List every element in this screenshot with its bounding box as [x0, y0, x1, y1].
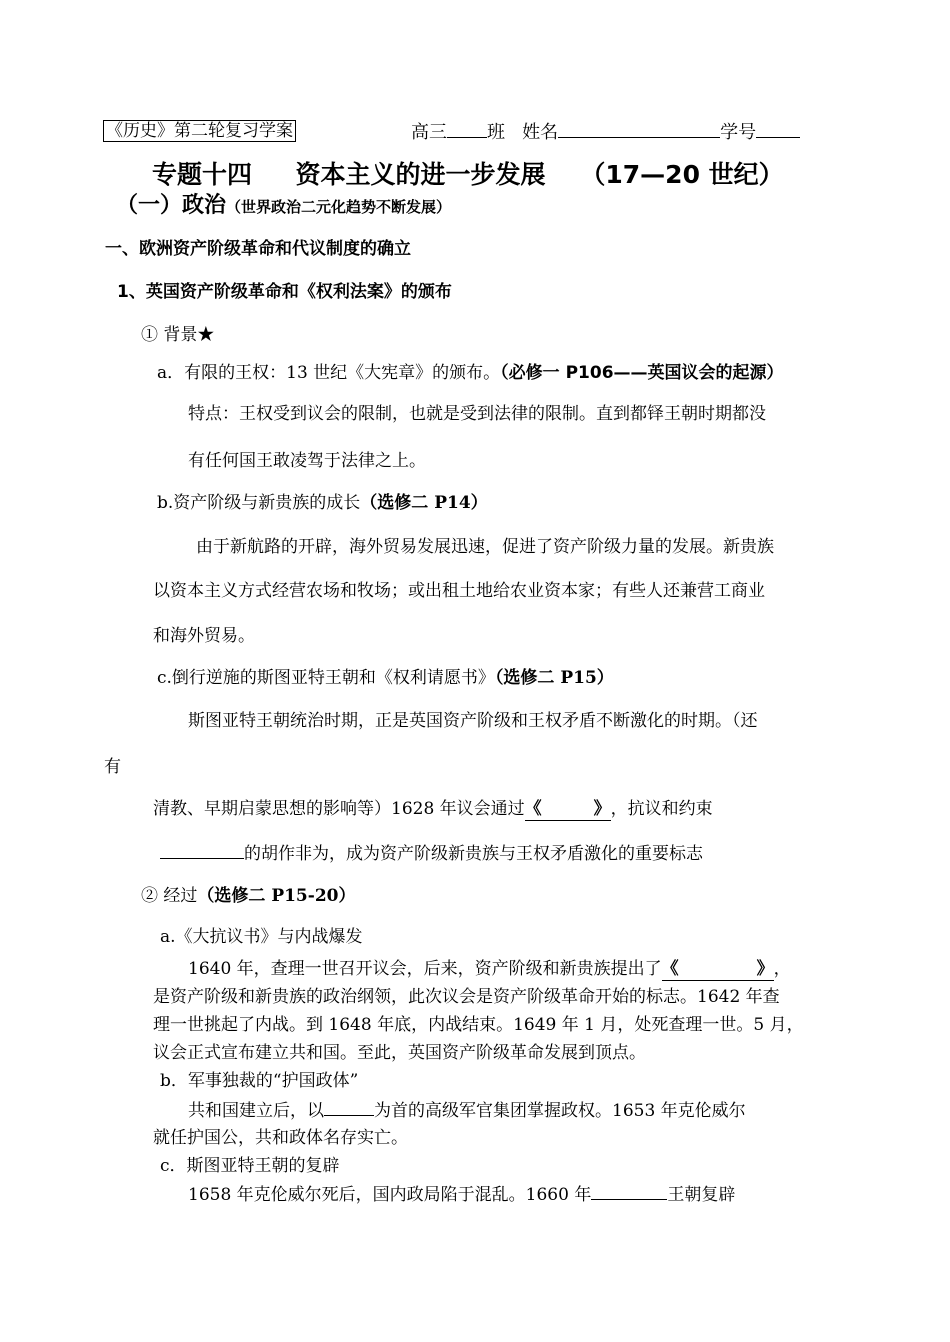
title-period: （17—20 世纪）: [580, 160, 784, 189]
king-blank[interactable]: [160, 842, 244, 859]
background-a-ref: （必修一 P106——英国议会的起源）: [500, 363, 784, 383]
background-c-p4-text: 的胡作非为，成为资产阶级新贵族与王权矛盾激化的重要标志: [244, 844, 703, 864]
process-heading: [141, 885, 355, 907]
process-c-p1: [188, 1183, 735, 1206]
background-c-p2: 有: [104, 757, 121, 777]
grade-label: 高三: [411, 122, 447, 143]
background-c-ref: （选修二 P15）: [494, 668, 614, 688]
background-b-ref: （选修二 P14）: [360, 493, 488, 513]
background-label: ① 背景★: [141, 325, 215, 345]
id-label: 学号: [720, 122, 757, 143]
process-b-title: b．军事独裁的“护国政体”: [160, 1071, 359, 1091]
section-note: （世界政治二元化趋势不断发展）: [226, 198, 452, 216]
process-label: ② 经过: [141, 886, 198, 906]
background-c-p3-a: 清教、早期启蒙思想的影响等）1628 年议会通过: [153, 799, 525, 819]
process-ref: （选修二 P15-20）: [197, 886, 356, 906]
process-b-p1-a: 共和国建立后，以: [188, 1101, 324, 1121]
page-title: [152, 160, 784, 190]
background-c-p3-b: ，抗议和约束: [610, 799, 713, 819]
background-a-feature-1: 特点：王权受到议会的限制，也就是受到法律的限制。直到都铎王朝时期都没: [188, 404, 766, 424]
process-a-title: a.《大抗议书》与内战爆发: [160, 927, 363, 947]
background-b-p2: 以资本主义方式经营农场和牧场；或出租土地给农业资本家；有些人还兼营工商业: [153, 581, 765, 601]
class-label: 班: [487, 122, 505, 143]
course-label: 《历史》第二轮复习学案: [103, 120, 296, 142]
process-a-p1-a: 1640 年，查理一世召开议会，后来，资产阶级和新贵族提出了: [188, 959, 662, 979]
process-c-p1-a: 1658 年克伦威尔死后，国内政局陷于混乱。1660 年: [188, 1185, 592, 1205]
process-a-p2: 是资产阶级和新贵族的政治纲领，此次议会是资产阶级革命开始的标志。1642 年查: [153, 987, 780, 1007]
background-c-text: c.倒行逆施的斯图亚特王朝和《权利请愿书》: [157, 668, 495, 688]
background-c-p3: [153, 798, 713, 821]
name-label: 姓名: [522, 122, 559, 143]
petition-open-quote: 《: [524, 799, 542, 819]
heading-1: 一、欧洲资产阶级革命和代议制度的确立: [105, 239, 411, 259]
remonstrance-open-quote: 《: [661, 959, 679, 979]
title-topic: 专题十四: [152, 160, 253, 189]
background-b-text: b.资产阶级与新贵族的成长: [157, 493, 361, 513]
process-a-p3: 理一世挑起了内战。到 1648 年底，内战结束。1649 年 1 月，处死查理一世。5 月，: [153, 1015, 804, 1035]
section-label: （一）政治: [116, 193, 227, 218]
background-a-text: a．有限的王权：13 世纪《大宪章》的颁布。: [157, 363, 501, 383]
process-a-p4: 议会正式宣布建立共和国。至此，英国资产阶级革命发展到顶点。: [153, 1043, 646, 1063]
id-blank[interactable]: [756, 121, 800, 138]
leader-blank[interactable]: [324, 1099, 374, 1116]
name-blank[interactable]: [558, 121, 720, 138]
background-a: [157, 362, 784, 384]
background-c-p4: [160, 842, 703, 865]
process-c-p1-b: 王朝复辟: [667, 1185, 736, 1205]
petition-close-quote: 》: [593, 799, 611, 819]
petition-blank[interactable]: [525, 798, 611, 821]
dynasty-blank[interactable]: [591, 1183, 667, 1200]
process-a-p1-b: ，: [773, 959, 791, 979]
background-b: [157, 492, 488, 514]
section-heading: [116, 192, 451, 221]
background-b-p1: 由于新航路的开辟，海外贸易发展迅速，促进了资产阶级力量的发展。新贵族: [196, 537, 774, 557]
heading-2: 1、英国资产阶级革命和《权利法案》的颁布: [117, 282, 452, 302]
background-a-feature-2: 有任何国王敢凌驾于法律之上。: [188, 451, 426, 471]
process-b-p1: [188, 1099, 746, 1122]
background-c: [157, 667, 614, 689]
background-b-p3: 和海外贸易。: [153, 626, 255, 646]
title-name: 资本主义的进一步发展: [295, 160, 546, 189]
header-row: [103, 120, 296, 142]
class-blank[interactable]: [447, 121, 487, 138]
remonstrance-close-quote: 》: [756, 959, 774, 979]
student-info: [411, 121, 800, 144]
process-b-p1-b: 为首的高级军官集团掌握政权。1653 年克伦威尔: [374, 1101, 746, 1121]
process-a-p1: [188, 958, 791, 981]
remonstrance-blank[interactable]: [662, 958, 774, 981]
process-c-title: c．斯图亚特王朝的复辟: [160, 1156, 340, 1176]
process-b-p2: 就任护国公，共和政体名存实亡。: [153, 1128, 408, 1148]
background-c-p1: 斯图亚特王朝统治时期，正是英国资产阶级和王权矛盾不断激化的时期。（还: [188, 711, 758, 731]
